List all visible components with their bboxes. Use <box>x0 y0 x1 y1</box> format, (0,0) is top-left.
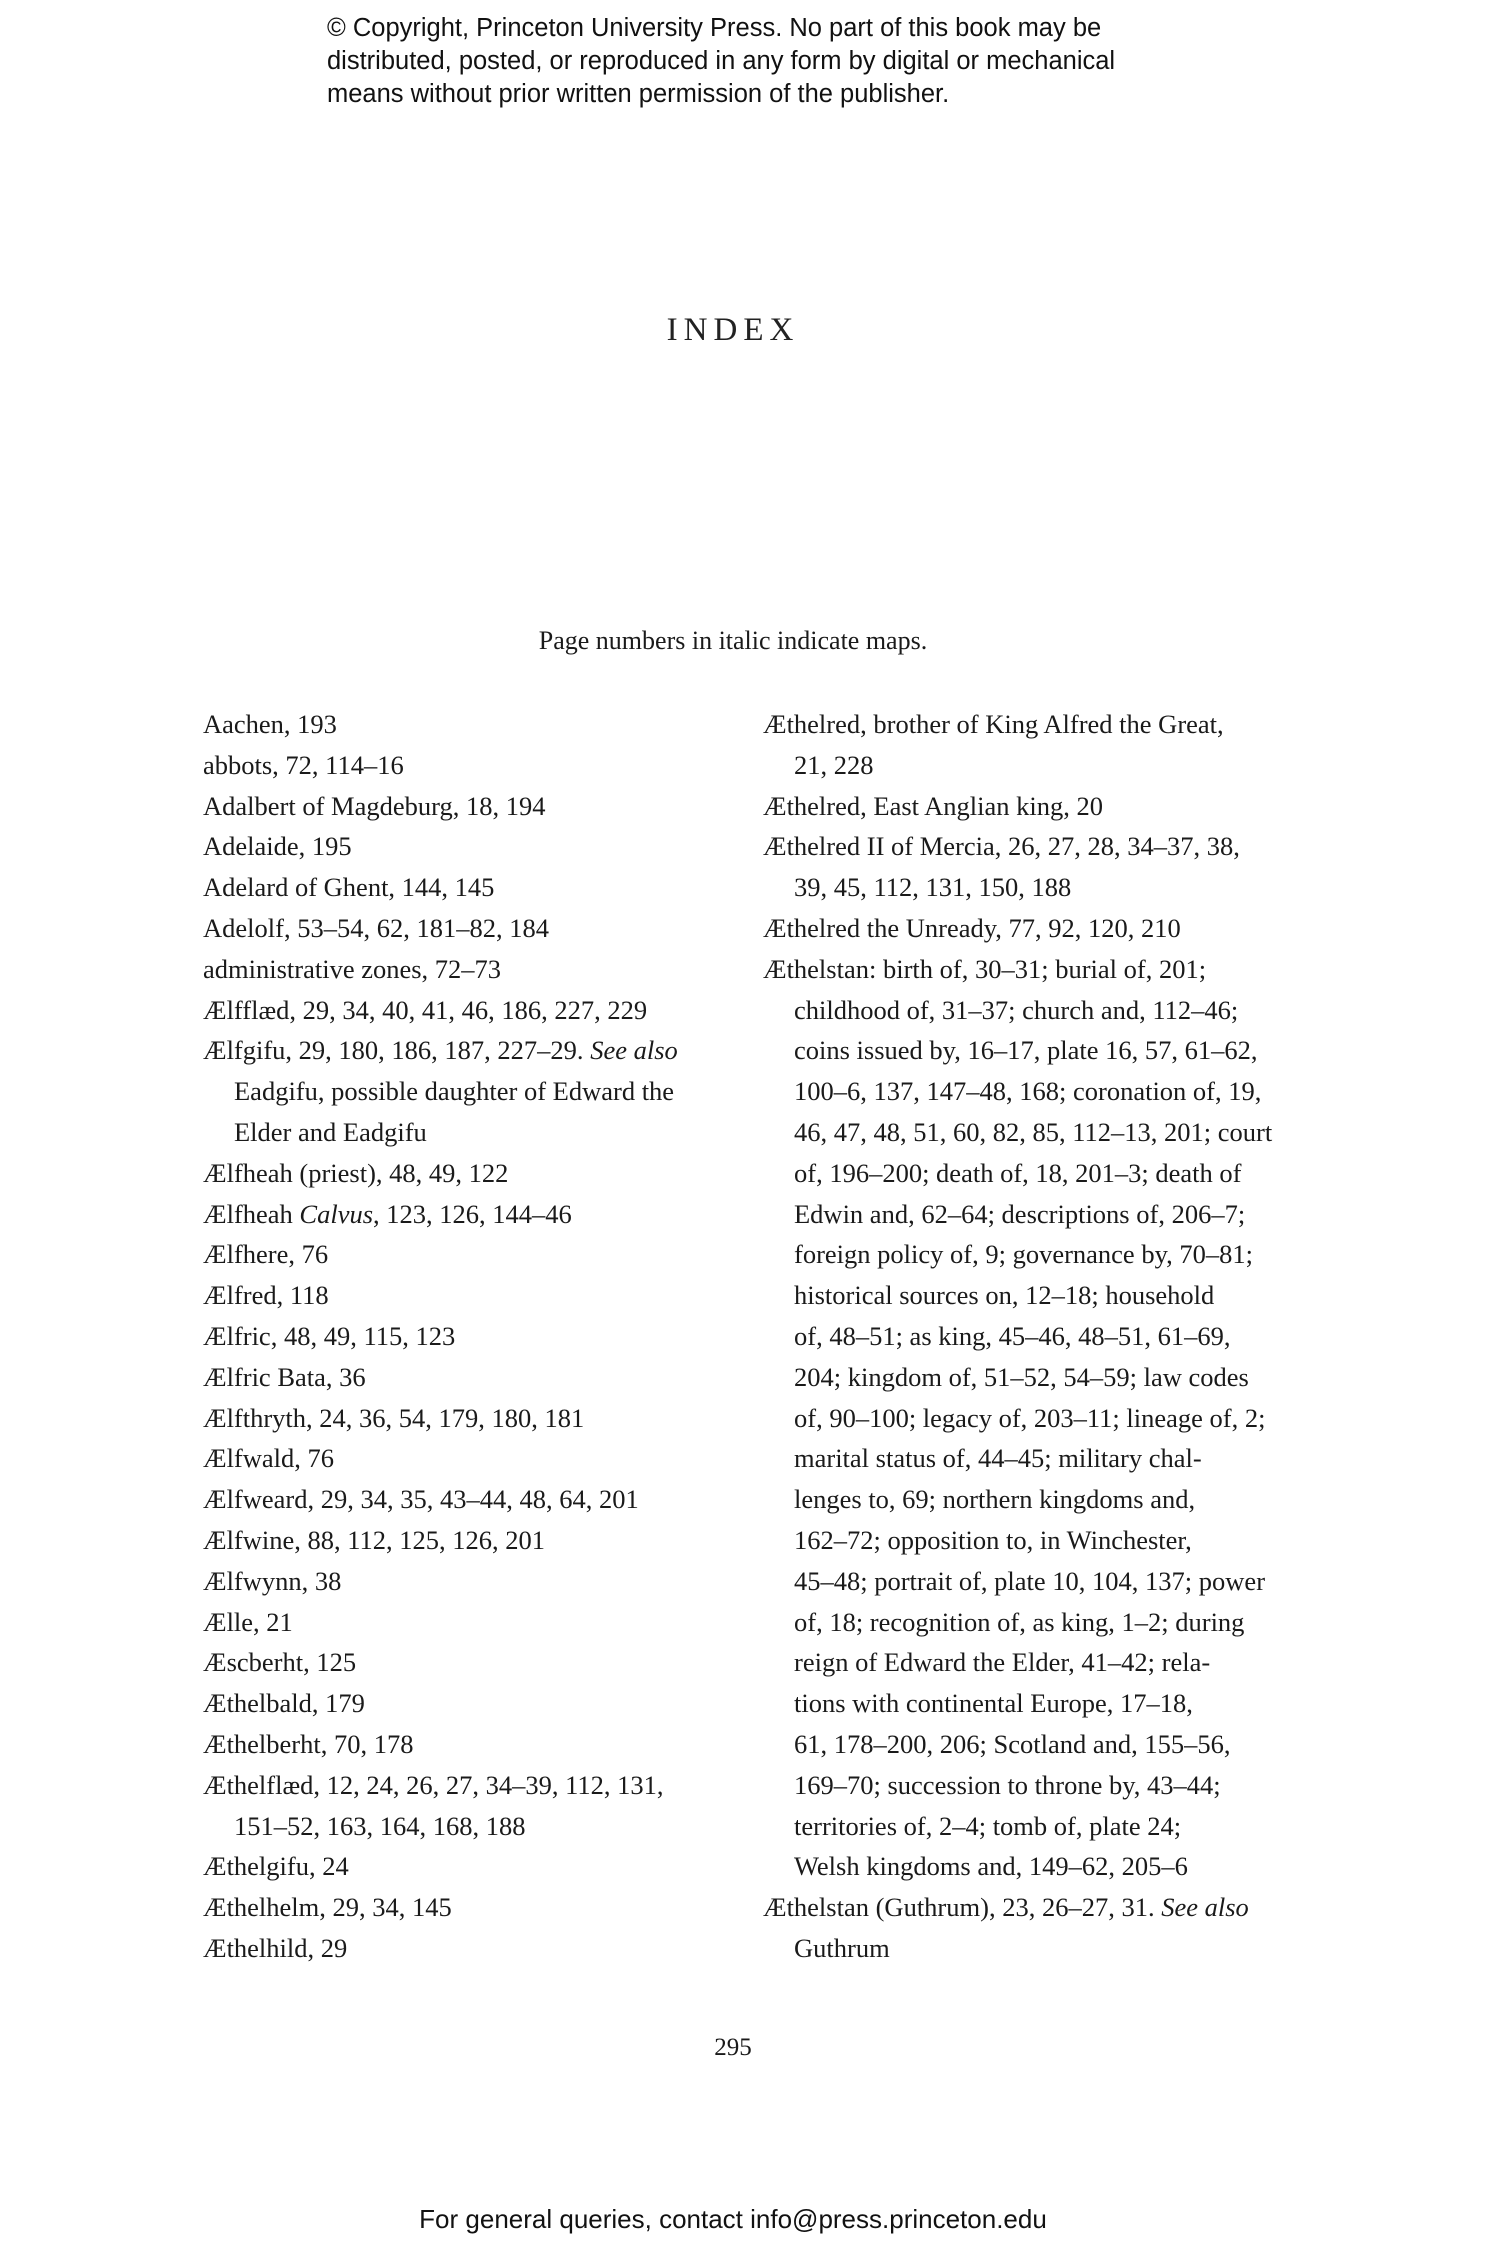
index-entry-heading <box>203 1194 678 1235</box>
index-entry-heading: Ælfflæd, 29, 34, 40, 41, 46, 186, 227, 229 <box>203 994 648 1025</box>
index-entry-heading: Æthelred, brother of King Alfred the Great, <box>763 709 1224 739</box>
index-entry-continuation: of, 90–100; legacy of, 203–11; lineage of, 2; <box>794 1402 1266 1433</box>
index-entry-heading: Æthelred the Unready, 77, 92, 120, 210 <box>763 912 1181 943</box>
index-entry-heading: Adelaide, 195 <box>203 831 352 862</box>
index-entry-continuation: marital status of, 44–45; military chal- <box>794 1443 1202 1474</box>
index-entry <box>203 745 678 786</box>
copyright-notice <box>327 12 1115 111</box>
index-entry-continuation: 162–72; opposition to, in Winchester, <box>794 1524 1192 1555</box>
index-entry-heading: Adalbert of Magdeburg, 18, 194 <box>203 790 546 821</box>
index-entry-heading: abbots, 72, 114–16 <box>203 749 404 780</box>
index-entry <box>203 1887 678 1928</box>
index-entry <box>203 949 678 990</box>
index-entry-heading: Æscberht, 125 <box>203 1647 357 1678</box>
index-entry <box>203 867 678 908</box>
index-entry <box>203 1561 678 1602</box>
index-entry-heading: Adelolf, 53–54, 62, 181–82, 184 <box>203 912 549 943</box>
index-entry-heading: Æthelred II of Mercia, 26, 27, 28, 34–37, 38, <box>763 831 1240 862</box>
index-entry-heading: Aachen, 193 <box>203 709 337 739</box>
index-entry-heading: Æthelred, East Anglian king, 20 <box>763 790 1104 821</box>
index-entry-heading: Æthelgifu, 24 <box>203 1851 349 1882</box>
index-entry-continuation: 45–48; portrait of, plate 10, 104, 137; power <box>794 1565 1266 1596</box>
index-entry <box>203 1357 678 1398</box>
index-entry <box>203 1194 678 1235</box>
index-entry <box>763 826 1272 908</box>
index-entry-heading: Æthelbald, 179 <box>203 1688 365 1719</box>
text: , 123, 126, 144–46 <box>373 1198 572 1229</box>
index-entry <box>203 826 678 867</box>
index-entry-heading: Æthelflæd, 12, 24, 26, 27, 34–39, 112, 131, <box>203 1769 664 1800</box>
index-entry-heading: Æthelberht, 70, 178 <box>203 1728 414 1759</box>
index-entry <box>203 1928 678 1969</box>
index-entry-heading <box>763 1887 1272 1928</box>
index-entry <box>203 1642 678 1683</box>
index-entry <box>203 1479 678 1520</box>
index-entry-continuation: Edwin and, 62–64; descriptions of, 206–7; <box>794 1198 1246 1229</box>
text: Æthelstan (Guthrum), 23, 26–27, 31. <box>763 1892 1162 1923</box>
index-entry-heading: administrative zones, 72–73 <box>203 953 502 984</box>
index-entry-heading: Ælfhere, 76 <box>203 1239 329 1270</box>
index-entry-heading: Ælfwine, 88, 112, 125, 126, 201 <box>203 1524 546 1555</box>
index-entry-continuation: childhood of, 31–37; church and, 112–46; <box>794 994 1239 1025</box>
index-entry <box>203 704 678 745</box>
italic-text: Calvus <box>299 1198 374 1229</box>
index-note: Page numbers in italic indicate maps. <box>538 626 928 655</box>
index-entry <box>203 1765 678 1847</box>
index-entry-heading: Ælfric, 48, 49, 115, 123 <box>203 1320 456 1351</box>
index-entry-heading: Ælfthryth, 24, 36, 54, 179, 180, 181 <box>203 1402 585 1433</box>
index-entry-heading: Ælfric Bata, 36 <box>203 1361 366 1392</box>
italic-text: See also <box>590 1035 678 1066</box>
index-entry <box>203 908 678 949</box>
index-entry-heading: Ælle, 21 <box>203 1606 293 1637</box>
index-entry-continuation: reign of Edward the Elder, 41–42; rela- <box>794 1647 1211 1678</box>
footer-contact: For general queries, contact info@press.princeton.edu <box>419 2204 1047 2234</box>
index-column-right <box>763 704 1272 1969</box>
index-entry-continuation: of, 18; recognition of, as king, 1–2; during <box>794 1606 1245 1637</box>
index-entry-heading <box>203 1030 678 1071</box>
index-entry <box>203 1234 678 1275</box>
index-entry <box>763 786 1272 827</box>
index-entry-continuation: 204; kingdom of, 51–52, 54–59; law codes <box>794 1361 1249 1392</box>
index-entry-heading: Ælfheah (priest), 48, 49, 122 <box>203 1157 509 1188</box>
index-entry-heading: Ælfwald, 76 <box>203 1443 335 1474</box>
index-entry-heading: Ælfred, 118 <box>203 1280 329 1311</box>
index-entry <box>203 990 678 1031</box>
index-entry <box>763 908 1272 949</box>
index-entry <box>203 1275 678 1316</box>
index-entry-continuation: of, 48–51; as king, 45–46, 48–51, 61–69, <box>794 1320 1231 1351</box>
index-entry-continuation: foreign policy of, 9; governance by, 70–81; <box>794 1239 1253 1270</box>
index-entry-continuation: 169–70; succession to throne by, 43–44; <box>794 1769 1221 1800</box>
index-entry <box>203 1520 678 1561</box>
text: Ælfgifu, 29, 180, 186, 187, 227–29. <box>203 1035 591 1066</box>
index-column-left <box>203 704 678 1969</box>
index-entry-continuation: 100–6, 137, 147–48, 168; coronation of, 19, <box>794 1076 1262 1107</box>
index-entry-continuation: Eadgifu, possible daughter of Edward the <box>234 1076 675 1107</box>
index-entry <box>203 1602 678 1643</box>
index-entry-continuation: historical sources on, 12–18; household <box>794 1280 1215 1311</box>
index-entry <box>203 786 678 827</box>
index-entry <box>203 1683 678 1724</box>
index-entry <box>763 949 1272 1887</box>
index-entry-continuation: 151–52, 163, 164, 168, 188 <box>234 1810 526 1841</box>
index-entry-continuation: 61, 178–200, 206; Scotland and, 155–56, <box>794 1728 1231 1759</box>
index-entry-continuation: tions with continental Europe, 17–18, <box>794 1688 1193 1719</box>
index-entry-continuation: coins issued by, 16–17, plate 16, 57, 61–62, <box>794 1035 1258 1066</box>
index-entry <box>203 1153 678 1194</box>
index-entry-continuation: 21, 228 <box>794 749 874 780</box>
index-entry-heading: Adelard of Ghent, 144, 145 <box>203 872 495 903</box>
index-entry-heading: Æthelhelm, 29, 34, 145 <box>203 1892 452 1923</box>
index-entry-continuation: Guthrum <box>794 1932 890 1963</box>
index-entry <box>763 1887 1272 1969</box>
index-entry <box>203 1724 678 1765</box>
copyright-line: distributed, posted, or reproduced in any form by digital or mechanical <box>327 47 1116 75</box>
copyright-line: means without prior written permission of the publisher. <box>327 80 950 108</box>
index-entry <box>203 1316 678 1357</box>
index-entry-continuation: Welsh kingdoms and, 149–62, 205–6 <box>794 1851 1188 1882</box>
index-entry-continuation: Elder and Eadgifu <box>234 1116 427 1147</box>
index-entry-heading: Æthelstan: birth of, 30–31; burial of, 201; <box>763 953 1207 984</box>
index-entry <box>763 704 1272 786</box>
copyright-line: © Copyright, Princeton University Press. No part of this book may be <box>327 14 1102 42</box>
index-entry-continuation: 39, 45, 112, 131, 150, 188 <box>794 872 1072 903</box>
index-entry <box>203 1030 678 1152</box>
index-entry <box>203 1398 678 1439</box>
index-entry-heading: Ælfweard, 29, 34, 35, 43–44, 48, 64, 201 <box>203 1484 639 1515</box>
index-entry-continuation: 46, 47, 48, 51, 60, 82, 85, 112–13, 201; court <box>794 1116 1273 1147</box>
index-entry-continuation: territories of, 2–4; tomb of, plate 24; <box>794 1810 1182 1841</box>
text: Ælfheah <box>203 1198 300 1229</box>
index-entry-heading: Ælfwynn, 38 <box>203 1565 342 1596</box>
index-entry <box>203 1846 678 1887</box>
page-title: INDEX <box>666 312 800 348</box>
index-entry-heading: Æthelhild, 29 <box>203 1932 348 1963</box>
index-entry <box>203 1438 678 1479</box>
italic-text: See also <box>1161 1892 1249 1923</box>
index-entry-continuation: of, 196–200; death of, 18, 201–3; death of <box>794 1157 1242 1188</box>
page-number: 295 <box>714 2034 752 2061</box>
index-entry-continuation: lenges to, 69; northern kingdoms and, <box>794 1484 1196 1515</box>
